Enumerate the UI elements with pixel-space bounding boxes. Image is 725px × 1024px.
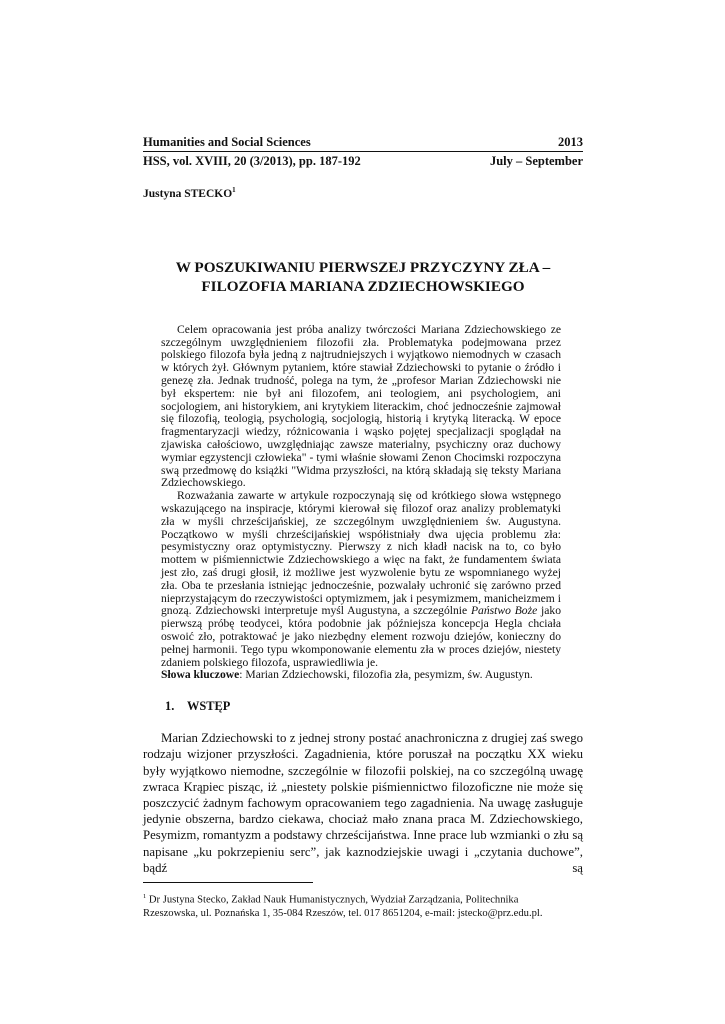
author-name: Justyna STECKO — [143, 187, 233, 200]
footnote — [143, 890, 583, 920]
body-paragraph-1: Marian Zdziechowski to z jednej strony postać anachroniczna z drugiej zaś swego rodzaju wizjoner przyszłości. Zagadnienia, które poruszał na początku XX wieku były wyjątkowo niemodne, szczególnie w filozofii polskiej, na co szczególną uwagę zwraca Krąpiec pisząc, iż „niestety polskie piśmiennictwo filozoficzne nie może się poszczycić żadnym fachowym opracowaniem tego zagadnienia. Na uwagę zasługuje jedynie obszerna, bardzo ciekawa, chociaż mało znana praca M. Zdziechowskiego, Pesymizm, romantyzm a podstawy chrześcijaństwa. Inne prace lub wzmianki o złu są napisane „ku pokrzepieniu serc”, jak kaznodziejskie uwagi i „czytania duchowe”, bądź są — [143, 731, 583, 875]
article-title — [137, 258, 589, 296]
abstract — [161, 324, 561, 682]
abstract-p2-text-b: jako pierwszą próbę teodycei, która podobnie jak późniejsza koncepcja Hegla chciała oswoić zło, potraktować je jako niezbędny element rozwoju dziejów, konieczny do pełnej harmonii. Tego typu wkomponowanie elementu zła w proces dziejów, niestety zdaniem polskiego filozofa, usprawiedliwia je. — [161, 604, 561, 669]
keywords — [161, 669, 561, 682]
author-footnote-mark: 1 — [232, 186, 236, 194]
section-title: WSTĘP — [187, 699, 231, 714]
abstract-paragraph-2 — [161, 490, 561, 669]
journal-name: Humanities and Social Sciences — [143, 135, 311, 149]
body-text — [143, 730, 583, 876]
footnote-separator — [143, 882, 313, 883]
abstract-paragraph-1: Celem opracowania jest próba analizy twórczości Mariana Zdziechowskiego ze szczególnym uwzględnieniem filozofii zła. Problematyka podejmowana przez polskiego filozofa była jedną z najtrudniejszych i wyjątkowo niemodnych w czasach w których żył. Głównym pytaniem, które stawiał Zdziechowski to pytanie o źródło i genezę zła. Jednak trudność, polega na tym, że „profesor Marian Zdziechowski nie był ekspertem: nie był ani filozofem, ani teologiem, ani psychologiem, ani socjologiem, ani historykiem, ani krytykiem literackim, choć jednocześnie zajmował się filozofią, teologią, psychologią, socjologią, historią i krytyką literacką. W epoce fragmentaryzacji wiedzy, różnicowania i wąsko pojętej specjalizacji spoglądał na zjawiska całościowo, uwzględniając zawsze materialny, psychiczny oraz duchowy wymiar egzystencji człowieka" - tymi właśnie słowami Zenon Chocimski rozpoczyna swą przedmowę do książki "Widma przyszłości, na którą składają się teksty Mariana Zdziechowskiego. — [161, 322, 561, 490]
volume-info: HSS, vol. XVIII, 20 (3/2013), pp. 187-192 — [143, 154, 361, 168]
title-line-2: FILOZOFIA MARIANA ZDZIECHOWSKIEGO — [201, 277, 525, 295]
footnote-mark: 1 — [143, 892, 147, 900]
abstract-p2-book-title: Państwo Boże — [470, 604, 538, 618]
section-heading — [165, 699, 583, 714]
author-line — [143, 186, 583, 200]
page — [143, 134, 583, 920]
footnote-text-1: Dr Justyna Stecko, Zakład Nauk Humanistycznych, Wydział Zarządzania, Politechnika — [146, 894, 519, 906]
issue-header — [143, 153, 583, 169]
footnote-line-2: Rzeszowska, ul. Poznańska 1, 35-084 Rzeszów, tel. 017 8651204, e-mail: jstecko@prz.edu.pl. — [143, 907, 543, 919]
journal-header — [143, 134, 583, 152]
title-line-1: W POSZUKIWANIU PIERWSZEJ PRZYCZYNY ZŁA – — [175, 258, 551, 276]
keywords-list: : Marian Zdziechowski, filozofia zła, pesymizm, św. Augustyn. — [239, 668, 533, 682]
issue-period: July – September — [489, 154, 583, 168]
keywords-label: Słowa kluczowe — [161, 668, 240, 682]
footnote-line-1 — [143, 890, 583, 907]
abstract-p2-text-a: Rozważania zawarte w artykule rozpoczynają się od krótkiego słowa wstępnego wskazującego na inspiracje, którymi kierował się filozof oraz analizy problematyki zła w myśli chrześcijańskiej, ze szczególnym uwzględnieniem św. Augustyna. Początkowo w myśli chrześcijańskiej współistniały dwa ujęcia problemu zła: pesymistyczny oraz optymistyczny. Pierwszy z nich kładł nacisk na to, co było mottem w piśmiennictwie Zdziechowskiego a więc na fakt, że fundamentem świata jest zło, zaś drugi głosił, iż możliwe jest wyzwolenie bytu ze wspomnianego wyżej zła. Oba te przesłania istniejąc jednocześnie, pozwalały uchronić się zarówno przed nieprzystającym do rzeczywistości optymizmem, jak i pesymizmem, manicheizmem i gnozą. Zdziechowski interpretuje myśl Augustyna, a szczególnie — [161, 489, 561, 618]
section-number: 1. — [165, 699, 175, 714]
journal-year: 2013 — [558, 135, 583, 149]
